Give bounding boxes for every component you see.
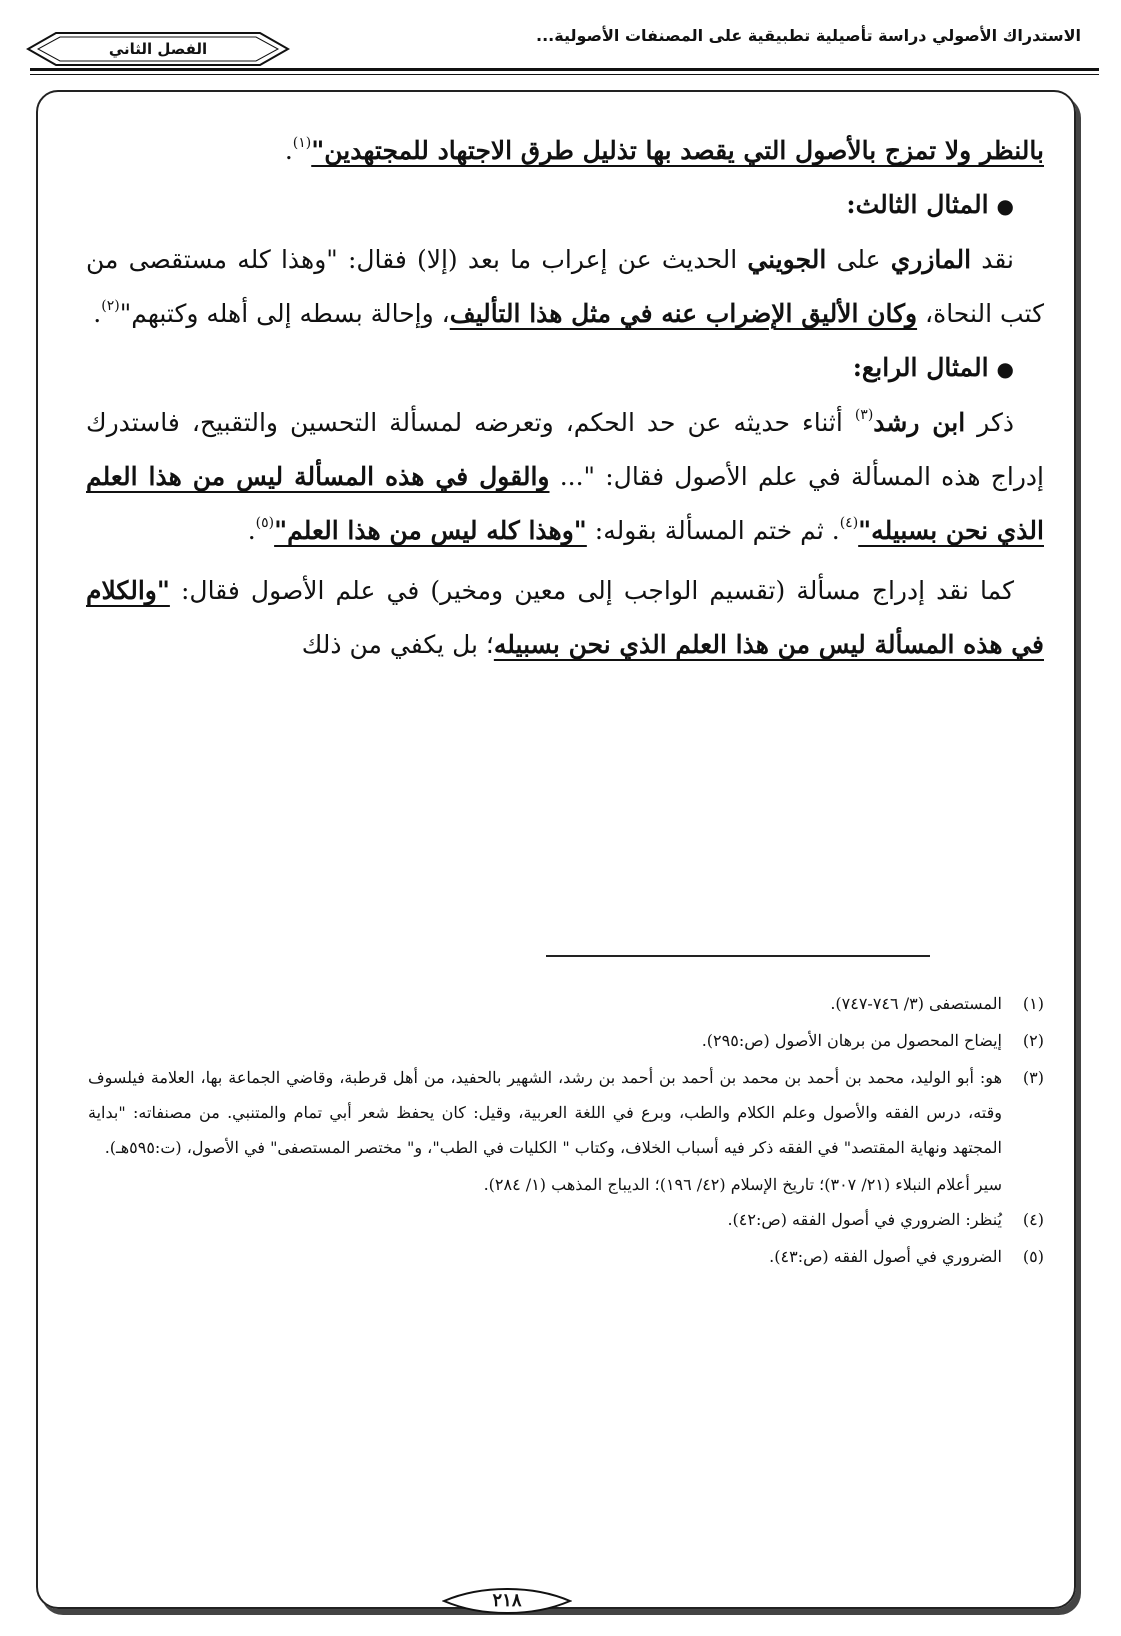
text-run: كما نقد إدراج مسألة (تقسيم الواجب إلى معين ومخير) في علم الأصول فقال: — [169, 576, 1014, 605]
footnote-text: هو: أبو الوليد، محمد بن أحمد بن محمد بن أحمد بن أحمد بن رشد، الشهير بالحفيد، من أهل قرطبة، وقاضي الجماعة بها، العلامة فيلسوف وقته، درس الفقه والأصول وعلم الكلام والطب، وبرع في اللغة العربية، وقيل: كان يحفظ شعر أبي تمام والمتنبي. من مصنفاته: "بداية المجتهد ونهاية المقتصد" في الفقه ذكر فيه أسباب الخلاف، وكتاب " الكليات في الطب"، و" مختصر المستصفى" في الأصول، (ت:٥٩٥هـ). — [88, 1068, 1003, 1157]
text-run: . ثم ختم المسألة بقوله: — [586, 516, 840, 545]
footnote-4 — [88, 1202, 1044, 1237]
footnote-2 — [88, 1023, 1044, 1058]
underlined-quote: بالنظر ولا تمزج بالأصول التي يقصد بها تذليل طرق الاجتهاد للمجتهدين" — [311, 136, 1044, 165]
chapter-label: الفصل الثاني — [108, 40, 208, 58]
example-three-paragraph — [86, 233, 1044, 341]
heading-text: المثال الثالث: — [846, 190, 989, 219]
footnote-number: (٢) — [1022, 1031, 1044, 1050]
footnote-text: إيضاح المحصول من برهان الأصول (ص:٢٩٥). — [701, 1031, 1002, 1050]
text-run: ؛ بل يكفي من ذلك — [301, 630, 494, 659]
text-run: نقد — [971, 245, 1014, 274]
text-run: ذكر — [965, 408, 1015, 437]
bullet-icon: ● — [996, 194, 1014, 218]
paragraph-end: . — [284, 136, 293, 165]
underlined-quote: "والكلام في هذه المسألة ليس من هذا العلم الذي نحن بسبيله — [86, 576, 1044, 659]
footnote-3-sources: سير أعلام النبلاء (٢١/ ٣٠٧)؛ تاريخ الإسلام (٤٢/ ١٩٦)؛ الديباج المذهب (١/ ٢٨٤). — [483, 1175, 1002, 1194]
footnote-ref: (٣) — [854, 407, 874, 423]
example-four-paragraph — [86, 396, 1044, 558]
example-three-heading — [86, 178, 1044, 233]
closing-paragraph — [86, 564, 1044, 672]
footnote-number: (٤) — [1022, 1210, 1044, 1229]
header-rule-thick — [30, 68, 1099, 71]
underlined-quote: والقول في هذه المسألة ليس من هذا العلم الذي نحن بسبيله" — [86, 462, 1044, 545]
footnote-5 — [88, 1239, 1044, 1274]
name-juwayni: الجويني — [747, 245, 827, 274]
text-run: الحديث عن إعراب ما بعد (إلا) فقال: "وهذا كله مستقصى من كتب النحاة، — [86, 245, 1044, 328]
page-number-text: ٢١٨ — [492, 1590, 522, 1611]
footnote-separator — [546, 955, 930, 957]
footnotes — [88, 986, 1044, 1276]
footnote-ref: (٢) — [101, 298, 120, 314]
footnote-number: (٣) — [1022, 1068, 1044, 1087]
footnote-text: المستصفى (٣/ ٧٤٦-٧٤٧). — [830, 994, 1002, 1013]
example-four-heading — [86, 341, 1044, 396]
header-rule-thin — [30, 74, 1099, 75]
paragraph-end: . — [93, 299, 102, 328]
underlined-quote: "وهذا كله ليس من هذا العلم" — [274, 516, 587, 545]
page-number — [442, 1588, 572, 1614]
running-header-title: الاستدراك الأصولي دراسة تأصيلية تطبيقية على المصنفات الأصولية... — [536, 26, 1081, 45]
paragraph-end: . — [247, 516, 256, 545]
text-run: أثناء حديثه عن حد الحكم، وتعرضه لمسألة التحسين والتقبيح، فاستدرك إدراج هذه المسألة في علم الأصول فقال: "... — [86, 408, 1044, 491]
footnote-ref: (٤) — [839, 515, 859, 531]
footnote-ref: (٥) — [255, 515, 275, 531]
text-run: على — [826, 245, 891, 274]
chapter-tab — [26, 32, 290, 66]
footnote-text: يُنظر: الضروري في أصول الفقه (ص:٤٢). — [727, 1210, 1002, 1229]
main-text — [86, 124, 1044, 672]
footnote-number: (٥) — [1022, 1247, 1044, 1266]
name-maziri: المازري — [890, 245, 972, 274]
heading-text: المثال الرابع: — [852, 353, 989, 382]
name-ibn-rushd: ابن رشد — [873, 408, 966, 437]
bullet-icon: ● — [996, 357, 1014, 381]
footnote-ref: (١) — [292, 135, 312, 151]
paragraph-continuation — [86, 124, 1044, 178]
footnote-text: الضروري في أصول الفقه (ص:٤٣). — [769, 1247, 1002, 1266]
text-run: ، وإحالة بسطه إلى أهله وكتبهم" — [119, 299, 450, 328]
footnote-number: (١) — [1022, 994, 1044, 1013]
footnote-3 — [88, 1060, 1044, 1165]
underlined-quote: وكان الأليق الإضراب عنه في مثل هذا التأليف — [449, 299, 918, 328]
footnote-1 — [88, 986, 1044, 1021]
